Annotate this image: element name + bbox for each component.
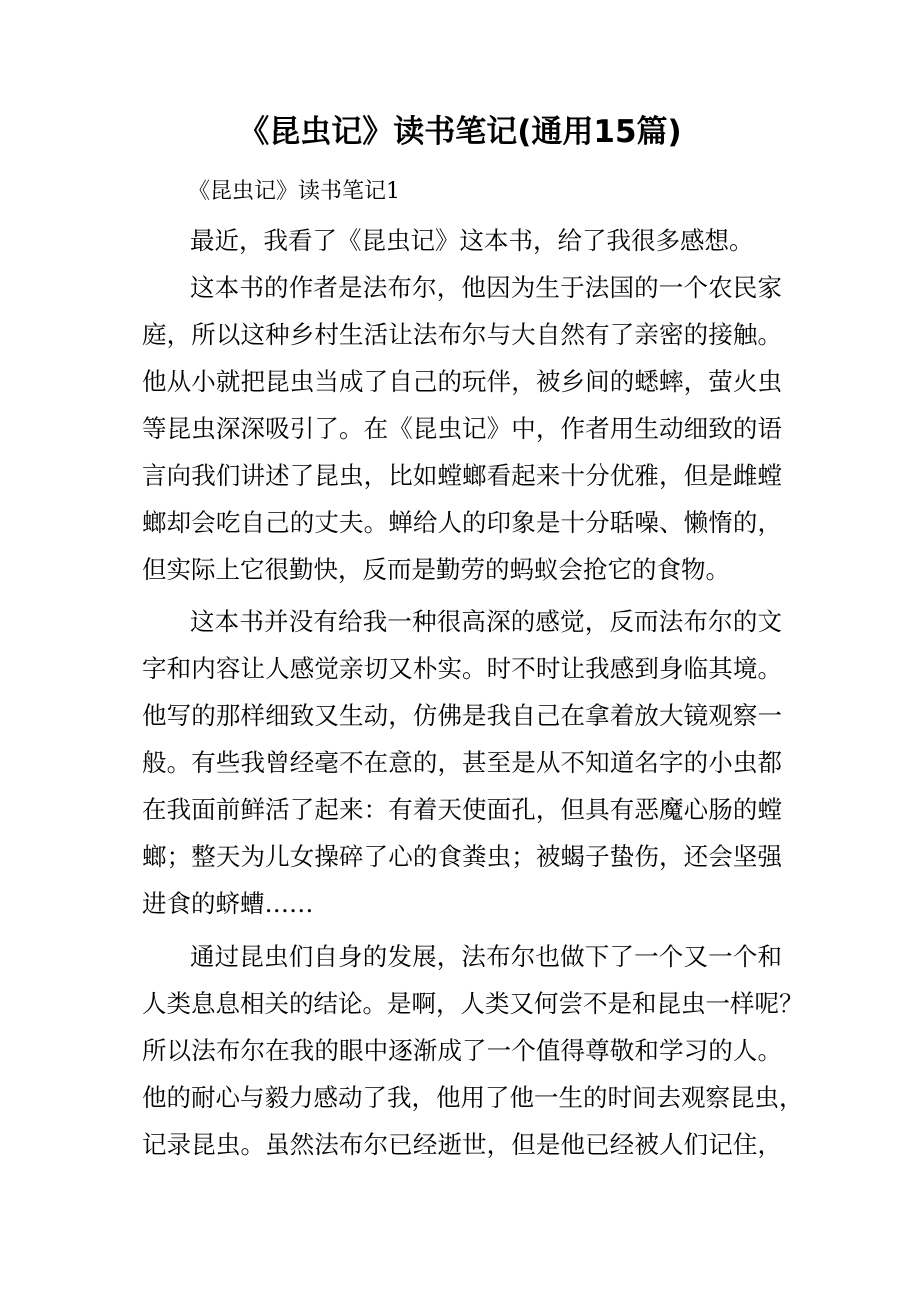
text-line-11: 他写的那样细致又生动，仿佛是我自己在拿着放大镜观察一 <box>142 701 782 730</box>
text-line-9: 这本书并没有给我一种很高深的感觉，反而法布尔的文 <box>190 607 782 636</box>
text-line-1: 最近，我看了《昆虫记》这本书，给了我很多感想。 <box>190 226 754 255</box>
text-line-12: 般。有些我曾经毫不在意的，甚至是从不知道名字的小虫都 <box>142 748 782 777</box>
text-line-10: 字和内容让人感觉亲切又朴实。时不时让我感到身临其境。 <box>142 654 782 683</box>
text-line-3: 庭，所以这种乡村生活让法布尔与大自然有了亲密的接触。 <box>142 320 782 349</box>
text-line-18: 所以法布尔在我的眼中逐渐成了一个值得尊敬和学习的人。 <box>142 1036 782 1065</box>
text-line-8: 但实际上它很勤快，反而是勤劳的蚂蚁会抢它的食物。 <box>142 555 730 584</box>
section-heading: 《昆虫记》读书笔记1 <box>188 179 400 204</box>
text-line-17: 人类息息相关的结论。是啊，人类又何尝不是和昆虫一样呢？ <box>142 989 804 1018</box>
text-line-16: 通过昆虫们自身的发展，法布尔也做下了一个又一个和 <box>190 942 782 971</box>
text-line-14: 螂；整天为儿女操碎了心的食粪虫；被蝎子蛰伤，还会坚强 <box>142 842 782 871</box>
text-line-13: 在我面前鲜活了起来：有着天使面孔，但具有恶魔心肠的螳 <box>142 795 782 824</box>
document-title: 《昆虫记》读书笔记(通用15篇) <box>238 114 682 150</box>
text-line-2: 这本书的作者是法布尔，他因为生于法国的一个农民家 <box>190 273 782 302</box>
text-line-4: 他从小就把昆虫当成了自己的玩伴，被乡间的蟋蟀，萤火虫 <box>142 367 782 396</box>
text-line-6: 言向我们讲述了昆虫，比如螳螂看起来十分优雅，但是雌螳 <box>142 461 782 490</box>
text-line-19: 他的耐心与毅力感动了我，他用了他一生的时间去观察昆虫， <box>142 1083 804 1112</box>
text-line-20: 记录昆虫。虽然法布尔已经逝世，但是他已经被人们记住， <box>142 1130 782 1159</box>
text-line-7: 螂却会吃自己的丈夫。蝉给人的印象是十分聒噪、懒惰的， <box>142 508 782 537</box>
text-line-15: 进食的蛴螬…… <box>142 889 314 918</box>
text-line-5: 等昆虫深深吸引了。在《昆虫记》中，作者用生动细致的语 <box>142 414 782 443</box>
